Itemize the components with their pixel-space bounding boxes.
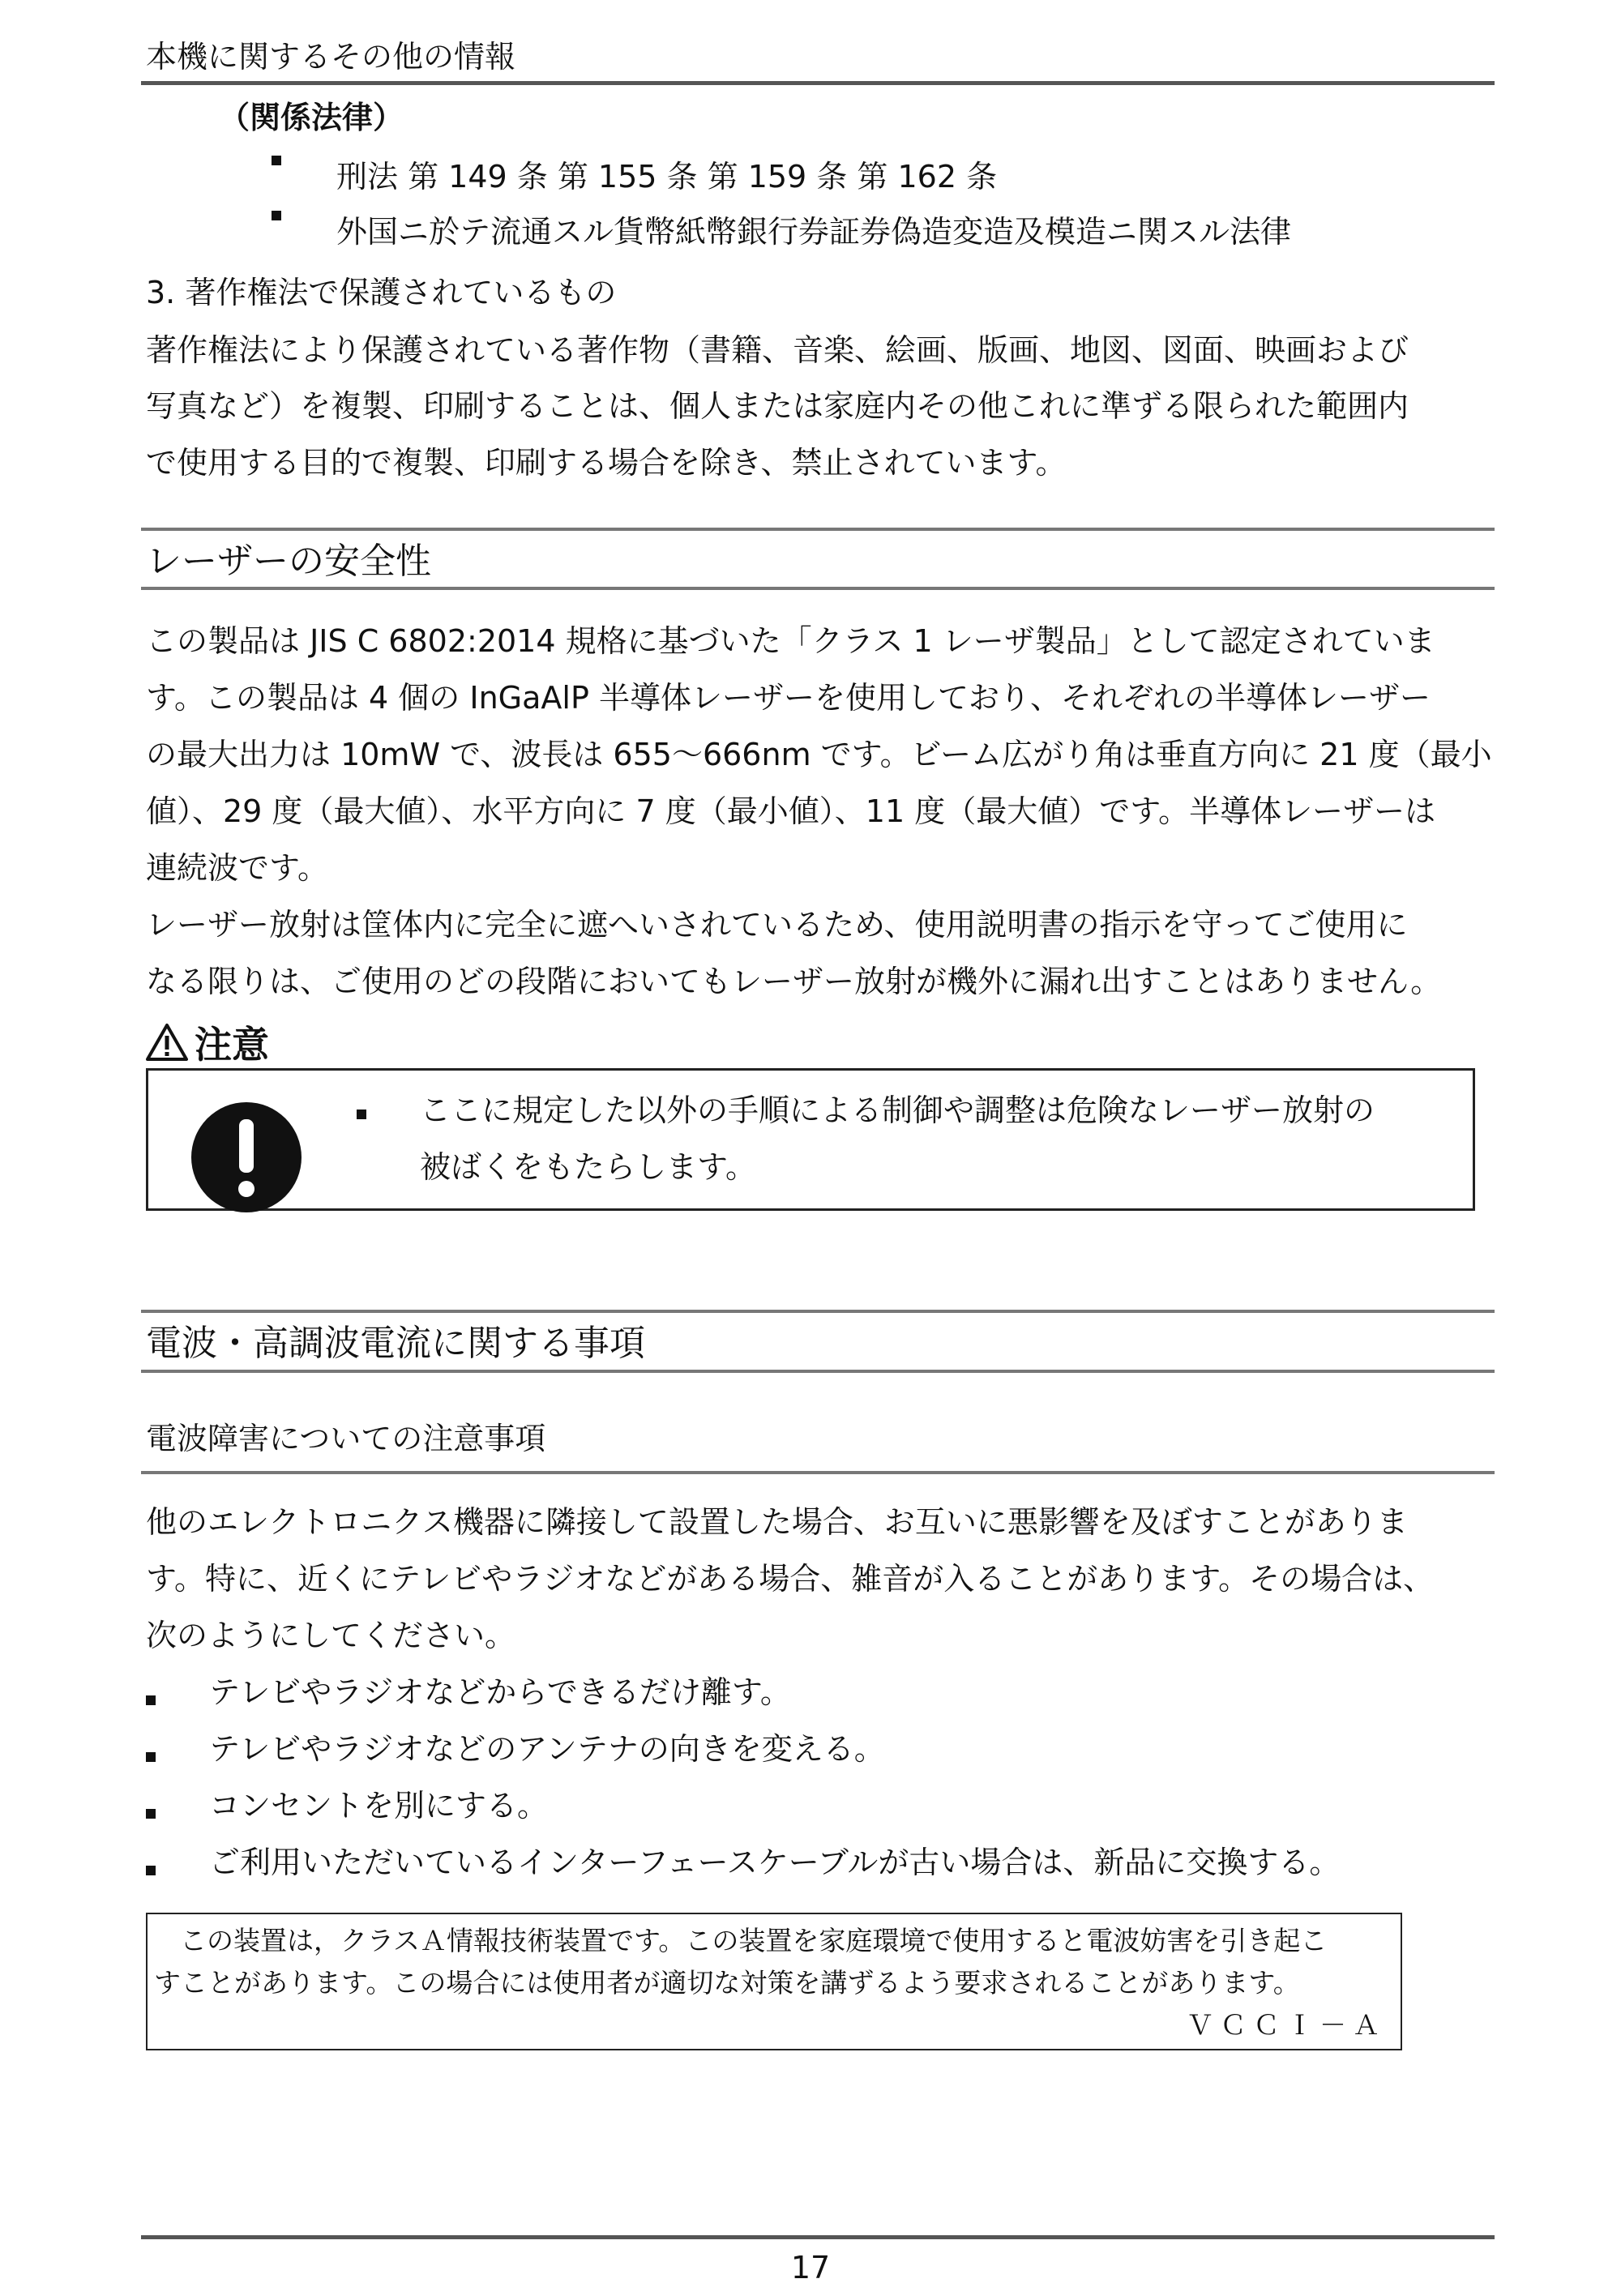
radio-subtitle-divider [141, 1471, 1495, 1474]
caution-heading [146, 1020, 269, 1065]
radio-item-4: ご利用いただいているインターフェースケーブルが古い場合は、新品に交換する。 [209, 1845, 1341, 1880]
laser-line-6: レーザー放射は筐体内に完全に遮へいされているため、使用説明書の指示を守ってご使用に [146, 907, 1408, 943]
laser-line-3: の最大出力は 10mW で、波長は 655～666nm です。ビーム広がり角は垂直方向に 21 度（最小 [146, 737, 1492, 772]
copyright-line-3: で使用する目的で複製、印刷する場合を除き、禁止されています。 [146, 445, 1067, 481]
laser-line-5: 連続波です。 [146, 850, 328, 886]
caution-line-1: ここに規定した以外の手順による制御や調整は危険なレーザー放射の [420, 1092, 1375, 1128]
copyright-line-2: 写真など）を複製、印刷することは、個人または家庭内その他これに準ずる限られた範囲内 [146, 388, 1409, 424]
laser-line-7: なる限りは、ご使用のどの段階においてもレーザー放射が機外に漏れ出すことはありません。 [146, 964, 1442, 999]
laws-bullet-2 [272, 208, 281, 224]
vcci-notice-box [146, 1913, 1402, 2050]
laws-item-2: 外国ニ於テ流通スル貨幣紙幣銀行券証券偽造変造及模造ニ関スル法律 [336, 214, 1292, 250]
copyright-heading: 3. 著作権法で保護されているもの [146, 275, 617, 310]
copyright-line-1: 著作権法により保護されている著作物（書籍、音楽、絵画、版画、地図、図面、映画および [146, 332, 1409, 368]
laser-line-2: す。この製品は 4 個の InGaAlP 半導体レーザーを使用しており、それぞれの半導体レーザー [146, 680, 1431, 716]
laser-bottom-divider [141, 587, 1495, 590]
vcci-line-1: この装置は，クラスＡ情報技術装置です。この装置を家庭環境で使用すると電波妨害を引き起こ [180, 1925, 1328, 1956]
header-divider [141, 81, 1495, 85]
radio-item-1: テレビやラジオなどからできるだけ離す。 [209, 1674, 791, 1710]
caution-title: 注意 [195, 1023, 269, 1067]
radio-bullet-4 [146, 1863, 156, 1879]
laws-title: （関係法律） [219, 100, 404, 135]
laser-line-4: 値）、29 度（最大値）、水平方向に 7 度（最小値）、11 度（最大値）です。半導体レーザーは [146, 793, 1436, 829]
radio-subtitle: 電波障害についての注意事項 [146, 1421, 546, 1456]
page-number: 17 [790, 2250, 831, 2285]
laws-bullet-1 [272, 153, 281, 169]
radio-section-title: 電波・高調波電流に関する事項 [146, 1323, 645, 1364]
laser-section-title: レーザーの安全性 [146, 541, 431, 582]
radio-line-2: す。特に、近くにテレビやラジオなどがある場合、雑音が入ることがあります。その場合は、 [146, 1561, 1435, 1597]
laws-item-1: 刑法 第 149 条 第 155 条 第 159 条 第 162 条 [336, 159, 998, 195]
radio-line-3: 次のようにしてください。 [146, 1618, 516, 1653]
radio-bullet-3 [146, 1806, 156, 1822]
radio-bullet-1 [146, 1693, 156, 1708]
radio-item-2: テレビやラジオなどのアンテナの向きを変える。 [209, 1731, 885, 1767]
caution-bullet [357, 1107, 366, 1122]
laser-line-1: この製品は JIS C 6802:2014 規格に基づいた「クラス 1 レーザ製品」として認定されていま [146, 623, 1435, 659]
mandatory-exclamation-icon [189, 1100, 304, 1215]
laser-top-divider [141, 528, 1495, 531]
radio-bottom-divider [141, 1370, 1495, 1373]
page-header-title: 本機に関するその他の情報 [146, 39, 516, 75]
radio-top-divider [141, 1310, 1495, 1313]
vcci-mark: ＶＣＣＩ－Ａ [1187, 2009, 1386, 2041]
caution-line-2: 被ばくをもたらします。 [420, 1149, 756, 1185]
warning-triangle-icon [146, 1023, 188, 1062]
radio-item-3: コンセントを別にする。 [209, 1788, 549, 1824]
radio-bullet-2 [146, 1750, 156, 1765]
radio-line-1: 他のエレクトロニクス機器に隣接して設置した場合、お互いに悪影響を及ぼすことがありま [146, 1504, 1408, 1540]
vcci-line-2: すことがあります。この場合には使用者が適切な対策を講ずるよう要求されることがあります。 [154, 1967, 1300, 1999]
caution-box [146, 1068, 1475, 1211]
